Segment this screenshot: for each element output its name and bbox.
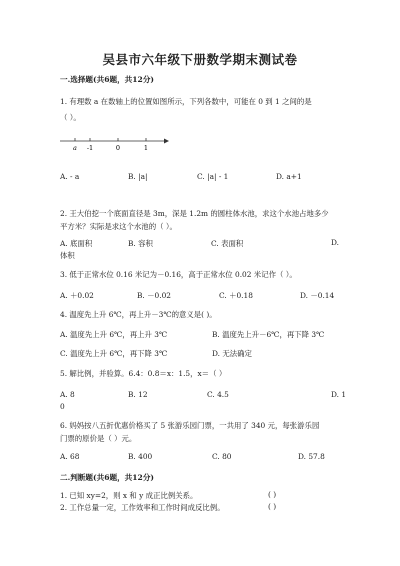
judgment-1-blank: ( ) bbox=[268, 490, 277, 499]
q2-option-d-continued: 体积 bbox=[60, 251, 75, 260]
q4-option-d: D. 无法确定 bbox=[212, 349, 252, 358]
question-6-line-2: 门票的原价是（ ）元。 bbox=[60, 434, 137, 443]
tick-label-minus-1: -1 bbox=[86, 144, 94, 152]
q6-option-b: B. 400 bbox=[128, 452, 153, 461]
question-5-line-1: 5. 解比例，并验算。6.4：0.8＝x：1.5，x＝（ ） bbox=[60, 369, 227, 378]
number-line-figure bbox=[60, 137, 170, 161]
question-3-line-1: 3. 低于正常水位 0.16 米记为－0.16，高于正常水位 0.02 米记作（ ）。 bbox=[60, 270, 297, 279]
question-6-line-1: 6. 妈妈按八五折优惠价格买了 5 张游乐园门票，一共用了 340 元，每张游乐园 bbox=[60, 421, 320, 430]
q2-option-d: D. bbox=[331, 238, 340, 247]
q3-option-c: C. ＋0.18 bbox=[219, 291, 253, 300]
q1-option-a: A. - a bbox=[60, 172, 80, 181]
page-title: 吴县市六年级下册数学期末测试卷 bbox=[102, 52, 298, 67]
section-heading-judgment: 二.判断题(共6题，共12分) bbox=[60, 473, 155, 482]
tick-label-1: 1 bbox=[143, 144, 149, 152]
q5-option-a: A. 8 bbox=[60, 390, 75, 399]
q6-option-a: A. 68 bbox=[60, 452, 80, 461]
q6-option-c: C. 80 bbox=[212, 452, 232, 461]
q4-option-a: A. 温度先上升 6℃，再上升 3℃ bbox=[60, 330, 168, 339]
tick-label-a: a bbox=[73, 144, 77, 152]
q2-option-a: A. 底面积 bbox=[60, 239, 93, 248]
judgment-2-text: 2. 工作总量一定，工作效率和工作时间成反比例。 bbox=[60, 503, 225, 512]
section-heading-choice: 一.选择题(共6题，共12分) bbox=[60, 75, 155, 84]
number-line-arrow bbox=[164, 139, 169, 144]
question-2-line-2: 平方米？实际是求这个水池的（ ）。 bbox=[60, 222, 177, 231]
tick-label-0: 0 bbox=[115, 144, 121, 152]
q3-option-d: D. －0.14 bbox=[300, 291, 335, 300]
question-4-line-1: 4. 温度先上升 6℃，再上升－3℃的意义是( )。 bbox=[60, 310, 217, 319]
q5-option-b: B. 12 bbox=[128, 390, 148, 399]
q3-option-a: A. ＋0.02 bbox=[60, 291, 94, 300]
q2-option-c: C. 表面积 bbox=[211, 239, 244, 248]
number-line-svg bbox=[60, 137, 170, 157]
question-1-line-1: 1. 有理数 a 在数轴上的位置如图所示，下列各数中，可能在 0 到 1 之间的是 bbox=[60, 97, 312, 106]
q2-option-b: B. 容积 bbox=[128, 239, 153, 248]
q4-option-c: C. 温度先上升 6℃，再下降 3℃ bbox=[60, 349, 168, 358]
q1-option-d: D. a+1 bbox=[276, 172, 302, 181]
judgment-2-blank: ( ) bbox=[268, 502, 277, 511]
question-2-line-1: 2. 王大伯挖一个底面直径是 3m，深是 1.2m 的圆柱体水池，求这个水池占地多少 bbox=[60, 209, 329, 218]
question-1-line-2: （ ）。 bbox=[60, 113, 81, 122]
q3-option-b: B. －0.02 bbox=[137, 291, 171, 300]
q6-option-d: D. 57.8 bbox=[298, 452, 325, 461]
q4-option-b: B. 温度先上升－6℃，再下降 3℃ bbox=[212, 330, 325, 339]
q1-option-c: C. |a| - 1 bbox=[197, 172, 229, 181]
q5-option-d: D. 1 bbox=[331, 390, 347, 399]
q5-option-d-continued: 0 bbox=[60, 402, 65, 411]
q5-option-c: C. 4.5 bbox=[207, 390, 229, 399]
q1-option-b: B. |a| bbox=[128, 172, 148, 181]
judgment-1-text: 1. 已知 xy=2，则 x 和 y 成正比例关系。 bbox=[60, 491, 198, 500]
